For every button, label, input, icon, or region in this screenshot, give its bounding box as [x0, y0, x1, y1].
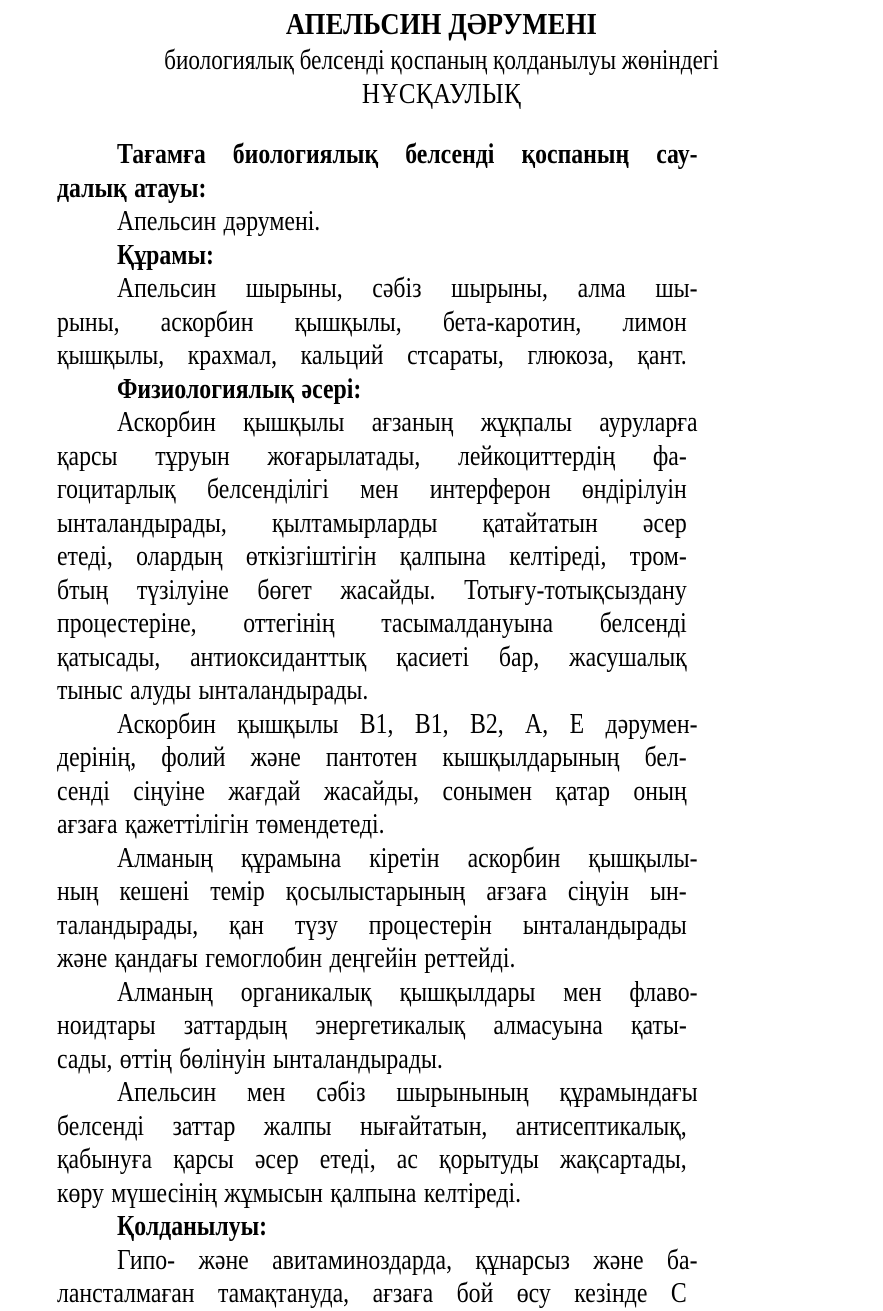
- word: өткізгіштігін: [245, 540, 377, 572]
- word: олардың: [136, 540, 223, 572]
- word: сәбіз: [372, 272, 422, 304]
- word: қышқылы,: [294, 305, 402, 338]
- word: ынталандырады: [522, 908, 687, 941]
- effect-paragraph-line: [57, 574, 825, 608]
- section-heading-physiological-effect: [57, 373, 825, 407]
- word: заттардың: [183, 1009, 288, 1041]
- word: ағзаға: [486, 875, 547, 907]
- word: жақсартады,: [559, 1143, 687, 1175]
- word: қорытуды: [438, 1143, 539, 1175]
- word: Тотығу-тотықсыздану: [464, 573, 687, 606]
- word: ноидтары: [57, 1009, 156, 1041]
- word: А,: [525, 707, 549, 740]
- word: кальций: [300, 339, 384, 371]
- document-type: НҰСҚАУЛЫҚ: [361, 78, 522, 110]
- word: тром-: [629, 540, 687, 572]
- word: қабынуға: [57, 1143, 153, 1175]
- word: қалпына: [399, 540, 486, 572]
- effect-paragraph-line: [57, 406, 825, 440]
- word: процестерін: [368, 908, 492, 941]
- word: келтіреді,: [509, 540, 607, 572]
- trade-name-text: [57, 205, 825, 239]
- word: гемоглобин: [205, 942, 323, 974]
- word: тамақтануда,: [217, 1277, 350, 1309]
- word: ынталандырады,: [57, 506, 227, 539]
- word: мен: [563, 975, 602, 1008]
- effect-paragraph-line: [57, 1009, 825, 1043]
- word: рыны,: [57, 305, 120, 338]
- word: бой: [456, 1277, 494, 1309]
- word: әсер: [642, 506, 687, 539]
- word: Е: [569, 707, 585, 740]
- word: шырынының: [396, 1076, 529, 1108]
- effect-paragraph-line: [57, 942, 825, 976]
- word: крахмал,: [187, 339, 278, 371]
- word: ағзаға: [372, 1277, 434, 1309]
- word: атауы:: [134, 171, 207, 204]
- word: ба-: [666, 1243, 698, 1276]
- word: антиоксиданттық: [190, 640, 367, 673]
- word: темір: [210, 875, 265, 907]
- word: түзілуіне: [136, 573, 229, 606]
- word: ынталандырады.: [273, 1042, 443, 1075]
- word: Қолданылуы:: [117, 1210, 268, 1242]
- effect-paragraph-line: [57, 1110, 825, 1144]
- word: ас: [396, 1143, 418, 1175]
- word: ның: [57, 875, 99, 907]
- word: авитаминоздарда,: [272, 1243, 453, 1276]
- word: лансталмаған: [57, 1277, 195, 1309]
- word: сіңуіне: [133, 774, 205, 807]
- word: Апельсин: [117, 272, 217, 304]
- word: қасиеті: [396, 640, 470, 673]
- word: дәрумен-: [605, 707, 698, 740]
- word: қалпына: [330, 1176, 417, 1209]
- word: Тағамға: [117, 138, 206, 170]
- word: белсенді: [599, 607, 687, 639]
- word: көру: [57, 1176, 104, 1209]
- word: қылтамырларды: [272, 506, 438, 539]
- word: өндірілуін: [581, 473, 687, 505]
- word: құрамындағы: [559, 1076, 698, 1108]
- word: шы-: [655, 272, 698, 304]
- word: сау-: [656, 138, 698, 170]
- word: алуды: [130, 674, 192, 706]
- word: етеді,: [319, 1143, 376, 1175]
- word: белсенділігі: [207, 473, 329, 505]
- word: қышқылы-: [588, 841, 698, 874]
- word: сонымен: [442, 774, 532, 807]
- word: қатысады,: [57, 640, 161, 673]
- word: Аскорбин: [117, 707, 216, 740]
- word: қандағы: [114, 942, 198, 974]
- word: белсенді: [57, 1109, 145, 1142]
- word: бөлінуін: [179, 1042, 266, 1075]
- word: кезінде: [574, 1277, 648, 1309]
- word: жасушалық: [569, 640, 687, 673]
- effect-paragraph-line: [57, 1076, 825, 1110]
- effect-paragraph-line: [57, 1143, 825, 1177]
- word: етеді,: [57, 540, 113, 572]
- word: фолий: [161, 741, 226, 773]
- word: процестеріне,: [57, 607, 197, 639]
- word: жасайды.: [340, 573, 436, 606]
- word: қатайтатын: [482, 506, 598, 539]
- effect-paragraph-line: [57, 808, 825, 842]
- word: ағзаға: [57, 808, 118, 840]
- word: белсенді: [405, 138, 495, 170]
- word: аскорбин: [160, 305, 254, 338]
- effect-paragraph-line: [57, 540, 825, 574]
- word: сіңуін: [567, 875, 630, 907]
- word: стсараты,: [407, 339, 504, 371]
- word: төмендетеді.: [256, 808, 385, 840]
- document-body: [57, 138, 825, 1311]
- word: бар,: [498, 640, 540, 673]
- word: қышқылы,: [57, 339, 165, 371]
- word: В1,: [359, 707, 394, 740]
- word: далық: [57, 171, 127, 204]
- effect-paragraph-line: [57, 976, 825, 1010]
- word: гоцитарлық: [57, 473, 176, 505]
- word: оттегінің: [243, 607, 335, 639]
- word: өсу: [516, 1277, 551, 1309]
- word: Аскорбин: [117, 406, 216, 438]
- word: жұмысын: [224, 1176, 323, 1209]
- word: өттің: [119, 1042, 172, 1075]
- word: мен: [360, 473, 399, 505]
- word: қажеттілігін: [124, 808, 249, 840]
- word: органикалық: [240, 975, 372, 1008]
- word: алмасуына: [493, 1009, 603, 1041]
- word: энергетикалық: [315, 1009, 466, 1041]
- word: қарсы: [173, 1143, 234, 1175]
- word: бөгет: [257, 573, 312, 606]
- word: түзу: [294, 908, 338, 941]
- section-heading-trade-name: [57, 138, 825, 172]
- word: және: [593, 1243, 644, 1276]
- word: фа-: [652, 439, 687, 472]
- effect-paragraph-line: [57, 875, 825, 909]
- word: флаво-: [629, 975, 698, 1008]
- effect-paragraph-line: [57, 842, 825, 876]
- word: құрамына: [240, 841, 342, 874]
- word: бел-: [644, 741, 687, 773]
- word: жағдай: [228, 774, 301, 807]
- effect-paragraph-line: [57, 473, 825, 507]
- word: қатар: [555, 774, 610, 807]
- word: қаты-: [630, 1009, 687, 1041]
- word: қан: [229, 908, 264, 941]
- word: глюкоза,: [527, 339, 614, 371]
- word: және: [250, 741, 301, 773]
- document-header: [0, 4, 883, 112]
- word: сенді: [57, 774, 110, 807]
- effect-paragraph-line: [57, 440, 825, 474]
- section-heading-trade-name-cont: [57, 172, 825, 206]
- word: мүшесінің: [111, 1176, 217, 1209]
- usage-line: [57, 1277, 825, 1311]
- word: Алманың: [117, 841, 213, 874]
- word: интерферон: [429, 473, 551, 505]
- effect-paragraph-line: [57, 1043, 825, 1077]
- word: ынталандырады.: [198, 674, 369, 706]
- word: қарсы: [57, 439, 118, 472]
- word: бтың: [57, 573, 109, 606]
- word: Физиологиялық: [117, 372, 295, 405]
- effect-paragraph-line: [57, 1177, 825, 1211]
- word: қышқылы: [237, 707, 339, 740]
- word: қосылыстарының: [285, 875, 466, 907]
- word: тұруын: [155, 439, 230, 472]
- effect-paragraph-line: [57, 775, 825, 809]
- word: кешені: [119, 875, 190, 907]
- word: сады,: [57, 1042, 113, 1075]
- word: Алманың: [117, 975, 213, 1008]
- word: шырыны,: [451, 272, 548, 304]
- word: жұқпалы: [480, 406, 572, 438]
- word: таландырады,: [57, 908, 199, 941]
- effect-paragraph-line: [57, 708, 825, 742]
- word: оның: [633, 774, 687, 807]
- word: заттар: [172, 1109, 236, 1142]
- section-heading-composition: [57, 239, 825, 273]
- effect-paragraph-line: [57, 741, 825, 775]
- word: ауруларға: [599, 406, 698, 438]
- word: қышқылы: [243, 406, 345, 438]
- word: Гипо-: [117, 1243, 176, 1276]
- word: және: [57, 942, 108, 974]
- word: бета-каротин,: [442, 305, 582, 338]
- word: антисептикалық,: [515, 1109, 687, 1142]
- word: биологиялық: [232, 138, 379, 170]
- composition-line: [57, 306, 825, 340]
- word: дерінің,: [57, 741, 137, 773]
- word: кіретін: [369, 841, 440, 874]
- effect-paragraph-line: [57, 909, 825, 943]
- word: лейкоциттердің: [458, 439, 616, 472]
- effect-paragraph-line: [57, 507, 825, 541]
- word: жасайды,: [323, 774, 420, 807]
- word: Апельсин: [117, 205, 217, 237]
- word: кышқылдарының: [442, 741, 620, 773]
- word: ағзаның: [371, 406, 454, 438]
- word: тасымалдануына: [381, 607, 554, 639]
- word: мен: [247, 1076, 286, 1108]
- word: қоспаның: [521, 138, 630, 170]
- word: жоғарылатады,: [267, 439, 421, 472]
- document-subtitle: биологиялық белсенді қоспаның қолданылуы жөніндегі: [164, 44, 719, 76]
- word: Апельсин: [117, 1076, 217, 1108]
- effect-paragraph-line: [57, 674, 825, 708]
- word: нығайтатын,: [359, 1109, 488, 1142]
- usage-line: [57, 1244, 825, 1278]
- word: шырыны,: [245, 272, 343, 304]
- word: қант.: [637, 339, 687, 371]
- word: әсері:: [301, 372, 362, 405]
- word: реттейді.: [424, 942, 516, 974]
- word: В1,: [414, 707, 449, 740]
- word: ын-: [650, 875, 687, 907]
- word: дәрумені.: [223, 205, 321, 237]
- word: Құрамы:: [117, 238, 214, 271]
- effect-paragraph-line: [57, 641, 825, 675]
- word: алма: [577, 272, 626, 304]
- word: әсер: [254, 1143, 299, 1175]
- word: аскорбин: [467, 841, 561, 874]
- word: пантотен: [325, 741, 418, 773]
- word: және: [198, 1243, 249, 1276]
- word: қышқылдары: [399, 975, 536, 1008]
- word: тыныс: [57, 674, 123, 706]
- word: В2,: [469, 707, 504, 740]
- composition-line: [57, 339, 825, 373]
- effect-paragraph-line: [57, 607, 825, 641]
- word: лимон: [622, 305, 687, 338]
- word: келтіреді.: [423, 1176, 522, 1209]
- word: құнарсыз: [475, 1243, 570, 1276]
- section-heading-usage: [57, 1210, 825, 1244]
- product-title: АПЕЛЬСИН ДӘРУМЕНІ: [285, 6, 598, 41]
- word: деңгейін: [329, 942, 417, 974]
- word: жалпы: [263, 1109, 332, 1142]
- composition-line: [57, 272, 825, 306]
- word: С: [670, 1277, 687, 1309]
- word: сәбіз: [316, 1076, 366, 1108]
